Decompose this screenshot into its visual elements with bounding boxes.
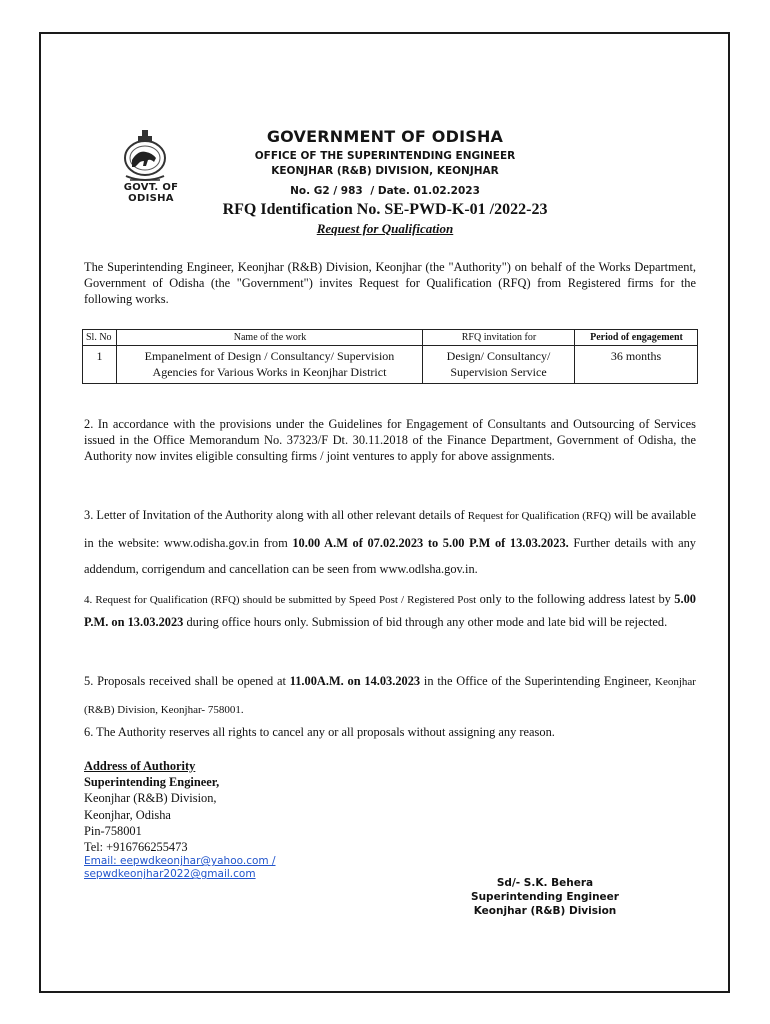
address-title: Address of Authority [84, 759, 196, 773]
paragraph-4 [84, 588, 696, 633]
table-row [83, 346, 698, 384]
p4-text-a-small: 4. Request for Qualification (RFQ) should be submitted by Speed Post / Registered Post [84, 594, 477, 606]
p5-text-b: in the Office of the Superintending Engineer, [423, 674, 652, 688]
col-period: Period of engagement [575, 330, 698, 346]
signature-sd: Sd/- S.K. Behera [496, 877, 594, 889]
p3-dates: 10.00 A.M of 07.02.2023 to 5.00 P.M of 13.03.2023. [292, 535, 569, 550]
reference-line [0, 185, 770, 197]
intro-paragraph: The Superintending Engineer, Keonjhar (R&B) Division, Keonjhar (the "Authority") on behalf of the Works Department, Government of Odisha (the "Government") invites Request for Qualification (RFQ) from Registered firms for the following works. [84, 260, 696, 307]
rfq-subtitle: Request for Qualification [316, 221, 454, 236]
p3-text-a: 3. Letter of Invitation of the Authority along with all other relevant details of [84, 508, 465, 522]
table-header-row [83, 330, 698, 346]
reference-number: No. G2 / 983 [290, 185, 363, 197]
emblem-caption: GOVT. OF ODISHA [123, 182, 179, 204]
paragraph-5 [84, 668, 696, 723]
paragraph-2: 2. In accordance with the provisions under the Guidelines for Engagement of Consultants and Outsourcing of Services issued in the Office Memorandum No. 37323/F Dt. 30.11.2018 of the Finance Department, Government of Odisha, the Authority now invites eligible consulting firms / joint ventures to apply for above assignments. [84, 417, 696, 464]
col-rfq-invitation: RFQ invitation for [423, 330, 575, 346]
cell-invitation [423, 346, 575, 384]
address-name: Superintending Engineer, [84, 775, 220, 790]
p4-deadline: 5.00 P.M. on 13.03.2023 [84, 592, 696, 629]
address-line-2: Keonjhar, Odisha [84, 807, 171, 822]
office-name: OFFICE OF THE SUPERINTENDING ENGINEER [254, 150, 516, 162]
address-tel: Tel: +916766255473 [84, 840, 188, 855]
cell-work-name [117, 346, 423, 384]
email-link-1[interactable]: Email: eepwdkeonjhar@yahoo.com / [84, 855, 276, 868]
address-pin: Pin-758001 [84, 823, 142, 838]
p5-text-a: 5. Proposals received shall be opened at [84, 674, 286, 688]
division-name: KEONJHAR (R&B) DIVISION, KEONJHAR [271, 165, 499, 177]
p3-text-c: Further details with any addendum, corrigendum and cancellation can be seen from www.odlsha.gov.in. [84, 535, 696, 576]
signature-division: Keonjhar (R&B) Division [473, 905, 617, 917]
cell-period: 36 months [575, 346, 698, 384]
government-title: GOVERNMENT OF ODISHA [266, 127, 504, 146]
p4-text-b: during office hours only. Submission of bid through any other mode and late bid will be rejected. [186, 615, 668, 629]
work-name-line-2: Agencies for Various Works in Keonjhar District [152, 365, 387, 379]
email-link-2[interactable]: sepwdkeonjhar2022@gmail.com [84, 868, 256, 881]
p4-text-a: only to the following address latest by [476, 592, 671, 606]
work-name-line-1: Empanelment of Design / Consultancy/ Supervision [144, 349, 395, 363]
invitation-line-1: Design/ Consultancy/ [446, 349, 551, 363]
signature-block [450, 876, 640, 918]
paragraph-6: 6. The Authority reserves all rights to cancel any or all proposals without assigning any reason. [84, 725, 555, 739]
address-block [84, 758, 276, 881]
col-sl-no: Sl. No [83, 330, 117, 346]
p3-text-b: will be available in the website: www.odisha.gov.in from [84, 508, 696, 550]
invitation-line-2: Supervision Service [450, 365, 547, 379]
p5-text-b-small: Keonjhar (R&B) Division, Keonjhar- 758001. [84, 676, 696, 716]
p3-text-a-small: Request for Qualification (RFQ) [467, 510, 611, 522]
paragraph-3 [84, 502, 696, 583]
col-name-of-work: Name of the work [117, 330, 423, 346]
address-line-1: Keonjhar (R&B) Division, [84, 791, 217, 806]
reference-date: / Date. 01.02.2023 [370, 185, 480, 197]
signature-designation: Superintending Engineer [471, 891, 619, 903]
cell-sl: 1 [83, 346, 117, 384]
p5-opening-time: 11.00A.M. on 14.03.2023 [289, 674, 421, 688]
works-table [82, 329, 698, 384]
rfq-identification: RFQ Identification No. SE-PWD-K-01 /2022-23 [222, 201, 548, 218]
